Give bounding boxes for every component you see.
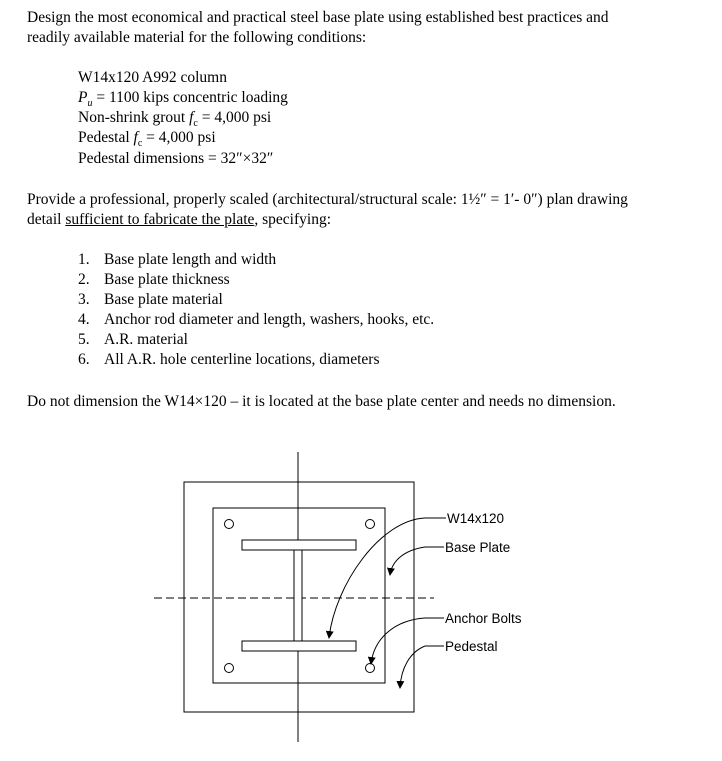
label-anchor-bolts: Anchor Bolts — [445, 611, 522, 626]
pu-subscript: u — [87, 98, 93, 110]
list-item: Base plate length and width — [104, 251, 277, 268]
list-item: A.R. material — [104, 331, 188, 348]
grout-label: Non-shrink grout — [78, 109, 190, 126]
list-number: 6. — [78, 351, 90, 368]
list-item: Anchor rod diameter and length, washers, hooks, etc. — [104, 311, 435, 328]
label-pedestal: Pedestal — [445, 639, 498, 654]
fc-subscript: c — [193, 118, 198, 130]
pedestal-leader-arrow — [400, 646, 425, 688]
list-number: 1. — [78, 251, 90, 268]
fc-symbol: f — [189, 109, 194, 126]
condition-pedestal-dimensions: Pedestal dimensions = 32″×32″ — [78, 150, 274, 167]
list-number: 5. — [78, 331, 90, 348]
list-item: Base plate thickness — [104, 271, 230, 288]
base-plate-leader-arrow — [390, 547, 425, 575]
pu-symbol: P — [78, 89, 88, 106]
list-item: Base plate material — [104, 291, 223, 308]
list-number: 2. — [78, 271, 90, 288]
anchor-bolts-leader-arrow — [371, 618, 425, 664]
dimension-note: Do not dimension the W14×120 – it is located at the base plate center and needs no dimension. — [27, 393, 616, 410]
label-base-plate: Base Plate — [445, 540, 511, 555]
grout-value: = 4,000 psi — [197, 109, 272, 126]
list-item: All A.R. hole centerline locations, diameters — [104, 351, 380, 368]
anchor-bolt-hole — [225, 664, 234, 673]
provide-line-2-pre: detail — [27, 211, 66, 228]
anchor-bolt-hole — [225, 520, 234, 529]
intro-line-1: Design the most economical and practical steel base plate using established best practices and — [27, 9, 609, 26]
list-number: 4. — [78, 311, 90, 328]
label-w14x120: W14x120 — [447, 511, 505, 526]
fc-symbol-2: f — [133, 129, 138, 146]
provide-line-1: Provide a professional, properly scaled (architectural/structural scale: 1½″ = 1′- 0″) plan drawing — [27, 191, 628, 208]
pedestal-value: = 4,000 psi — [142, 129, 216, 146]
condition-column: W14x120 A992 column — [78, 69, 227, 86]
intro-line-2: readily available material for the following conditions: — [27, 29, 367, 46]
anchor-bolt-hole — [366, 664, 375, 673]
list-number: 3. — [78, 291, 90, 308]
provide-underlined-text: sufficient to fabricate the plate — [65, 211, 255, 228]
anchor-bolt-hole — [366, 520, 375, 529]
fc-subscript-2: c — [137, 138, 143, 150]
w14-column-section — [242, 540, 356, 651]
provide-line-2-post: , specifying: — [254, 211, 332, 228]
pedestal-label: Pedestal — [78, 129, 134, 146]
pu-value: = 1100 kips concentric loading — [92, 89, 288, 106]
